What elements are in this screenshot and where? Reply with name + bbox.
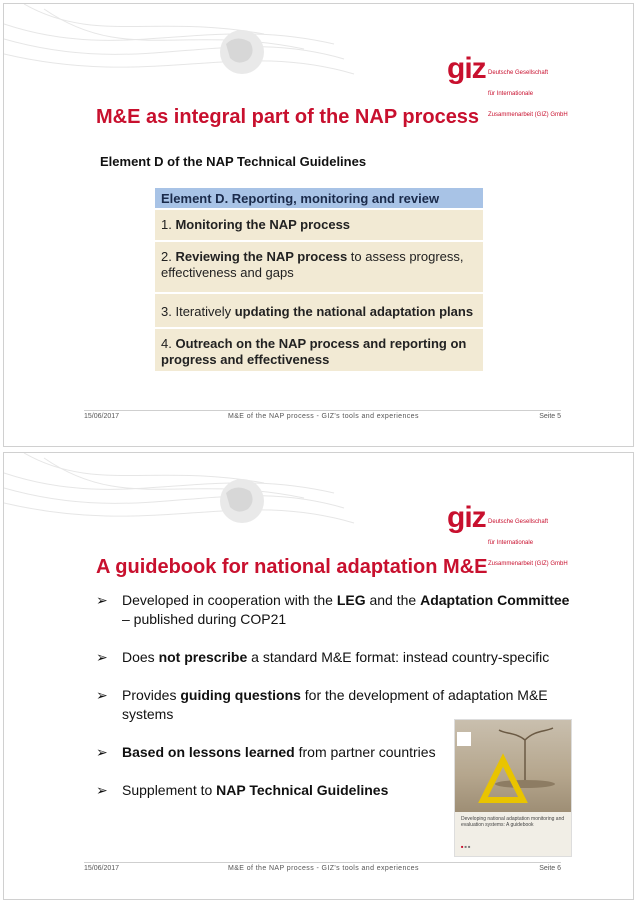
giz-logo — [447, 52, 568, 118]
slide-5 — [3, 3, 634, 447]
logo-line: Zusammenarbeit (GIZ) GmbH — [488, 561, 568, 567]
logo-line: Deutsche Gesellschaft — [488, 519, 549, 525]
row-bold-text: Reviewing the NAP process — [175, 249, 348, 264]
row-number: 1. — [161, 217, 176, 232]
footer-page-number: Seite 5 — [539, 413, 561, 420]
table-row — [155, 210, 483, 242]
footer-divider — [84, 862, 561, 863]
cover-title: Developing national adaptation monitoring and evaluation systems: A guidebook — [461, 816, 565, 828]
row-text: Iteratively — [175, 304, 235, 319]
list-item: ➢ Developed in cooperation with the LEG and the Adaptation Committee – published during COP21 — [96, 592, 570, 627]
table-row — [155, 242, 483, 294]
footer-title: M&E of the NAP process - GIZ's tools and experiences — [228, 865, 419, 872]
arrow-bullet-icon: ➢ — [96, 744, 108, 760]
logo-line: für Internationale — [488, 540, 534, 546]
arrow-bullet-icon: ➢ — [96, 687, 108, 703]
table-row — [155, 329, 483, 373]
footer-date: 15/06/2017 — [84, 413, 120, 420]
logo-line: Deutsche Gesellschaft — [488, 70, 549, 76]
logo-line: für Internationale — [488, 91, 534, 97]
slide-title: A guidebook for national adaptation M&E — [96, 556, 488, 578]
arrow-bullet-icon: ➢ — [96, 649, 108, 665]
list-item: ➢ Supplement to NAP Technical Guidelines — [96, 782, 389, 798]
footer-title: M&E of the NAP process - GIZ's tools and experiences — [228, 413, 419, 420]
cover-photo — [455, 720, 571, 812]
giz-logo — [447, 501, 568, 567]
logo-line: Zusammenarbeit (GIZ) GmbH — [488, 112, 568, 118]
row-bold-text: Monitoring the NAP process — [175, 217, 351, 232]
footer-page-number: Seite 6 — [539, 865, 561, 872]
row-text: to assess progress, effectiveness and gaps — [161, 249, 464, 280]
giz-mark: giz — [447, 501, 486, 534]
row-number: 2. — [161, 249, 176, 264]
row-number: 3. — [161, 304, 176, 319]
slide-title: M&E as integral part of the NAP process — [96, 106, 480, 128]
table-row — [155, 294, 483, 329]
slide-6 — [3, 452, 634, 900]
arrow-bullet-icon: ➢ — [96, 782, 108, 798]
arrow-bullet-icon: ➢ — [96, 592, 108, 608]
slide-subtitle: Element D of the NAP Technical Guidelines — [100, 154, 367, 169]
footer-date: 15/06/2017 — [84, 865, 120, 872]
list-item: ➢ Based on lessons learned from partner countries — [96, 744, 436, 760]
list-item: ➢ Provides guiding questions for the development of adaptation M&E systems — [96, 687, 548, 722]
element-d-table — [155, 188, 483, 373]
tree-triangle-illustration — [455, 720, 571, 812]
giz-mark: giz — [447, 52, 486, 85]
row-bold-text: Outreach on the NAP process and reporting on progress and effectiveness — [161, 336, 467, 367]
row-bold-text: updating the national adaptation plans — [234, 304, 474, 319]
row-number: 4. — [161, 336, 176, 351]
footer-divider — [84, 410, 561, 411]
table-header: Element D. Reporting, monitoring and review — [155, 188, 483, 210]
cover-logos: ■ ■ ■ — [461, 844, 471, 849]
guidebook-cover-image — [454, 719, 572, 857]
list-item: ➢ Does not prescribe a standard M&E format: instead country-specific — [96, 649, 550, 665]
